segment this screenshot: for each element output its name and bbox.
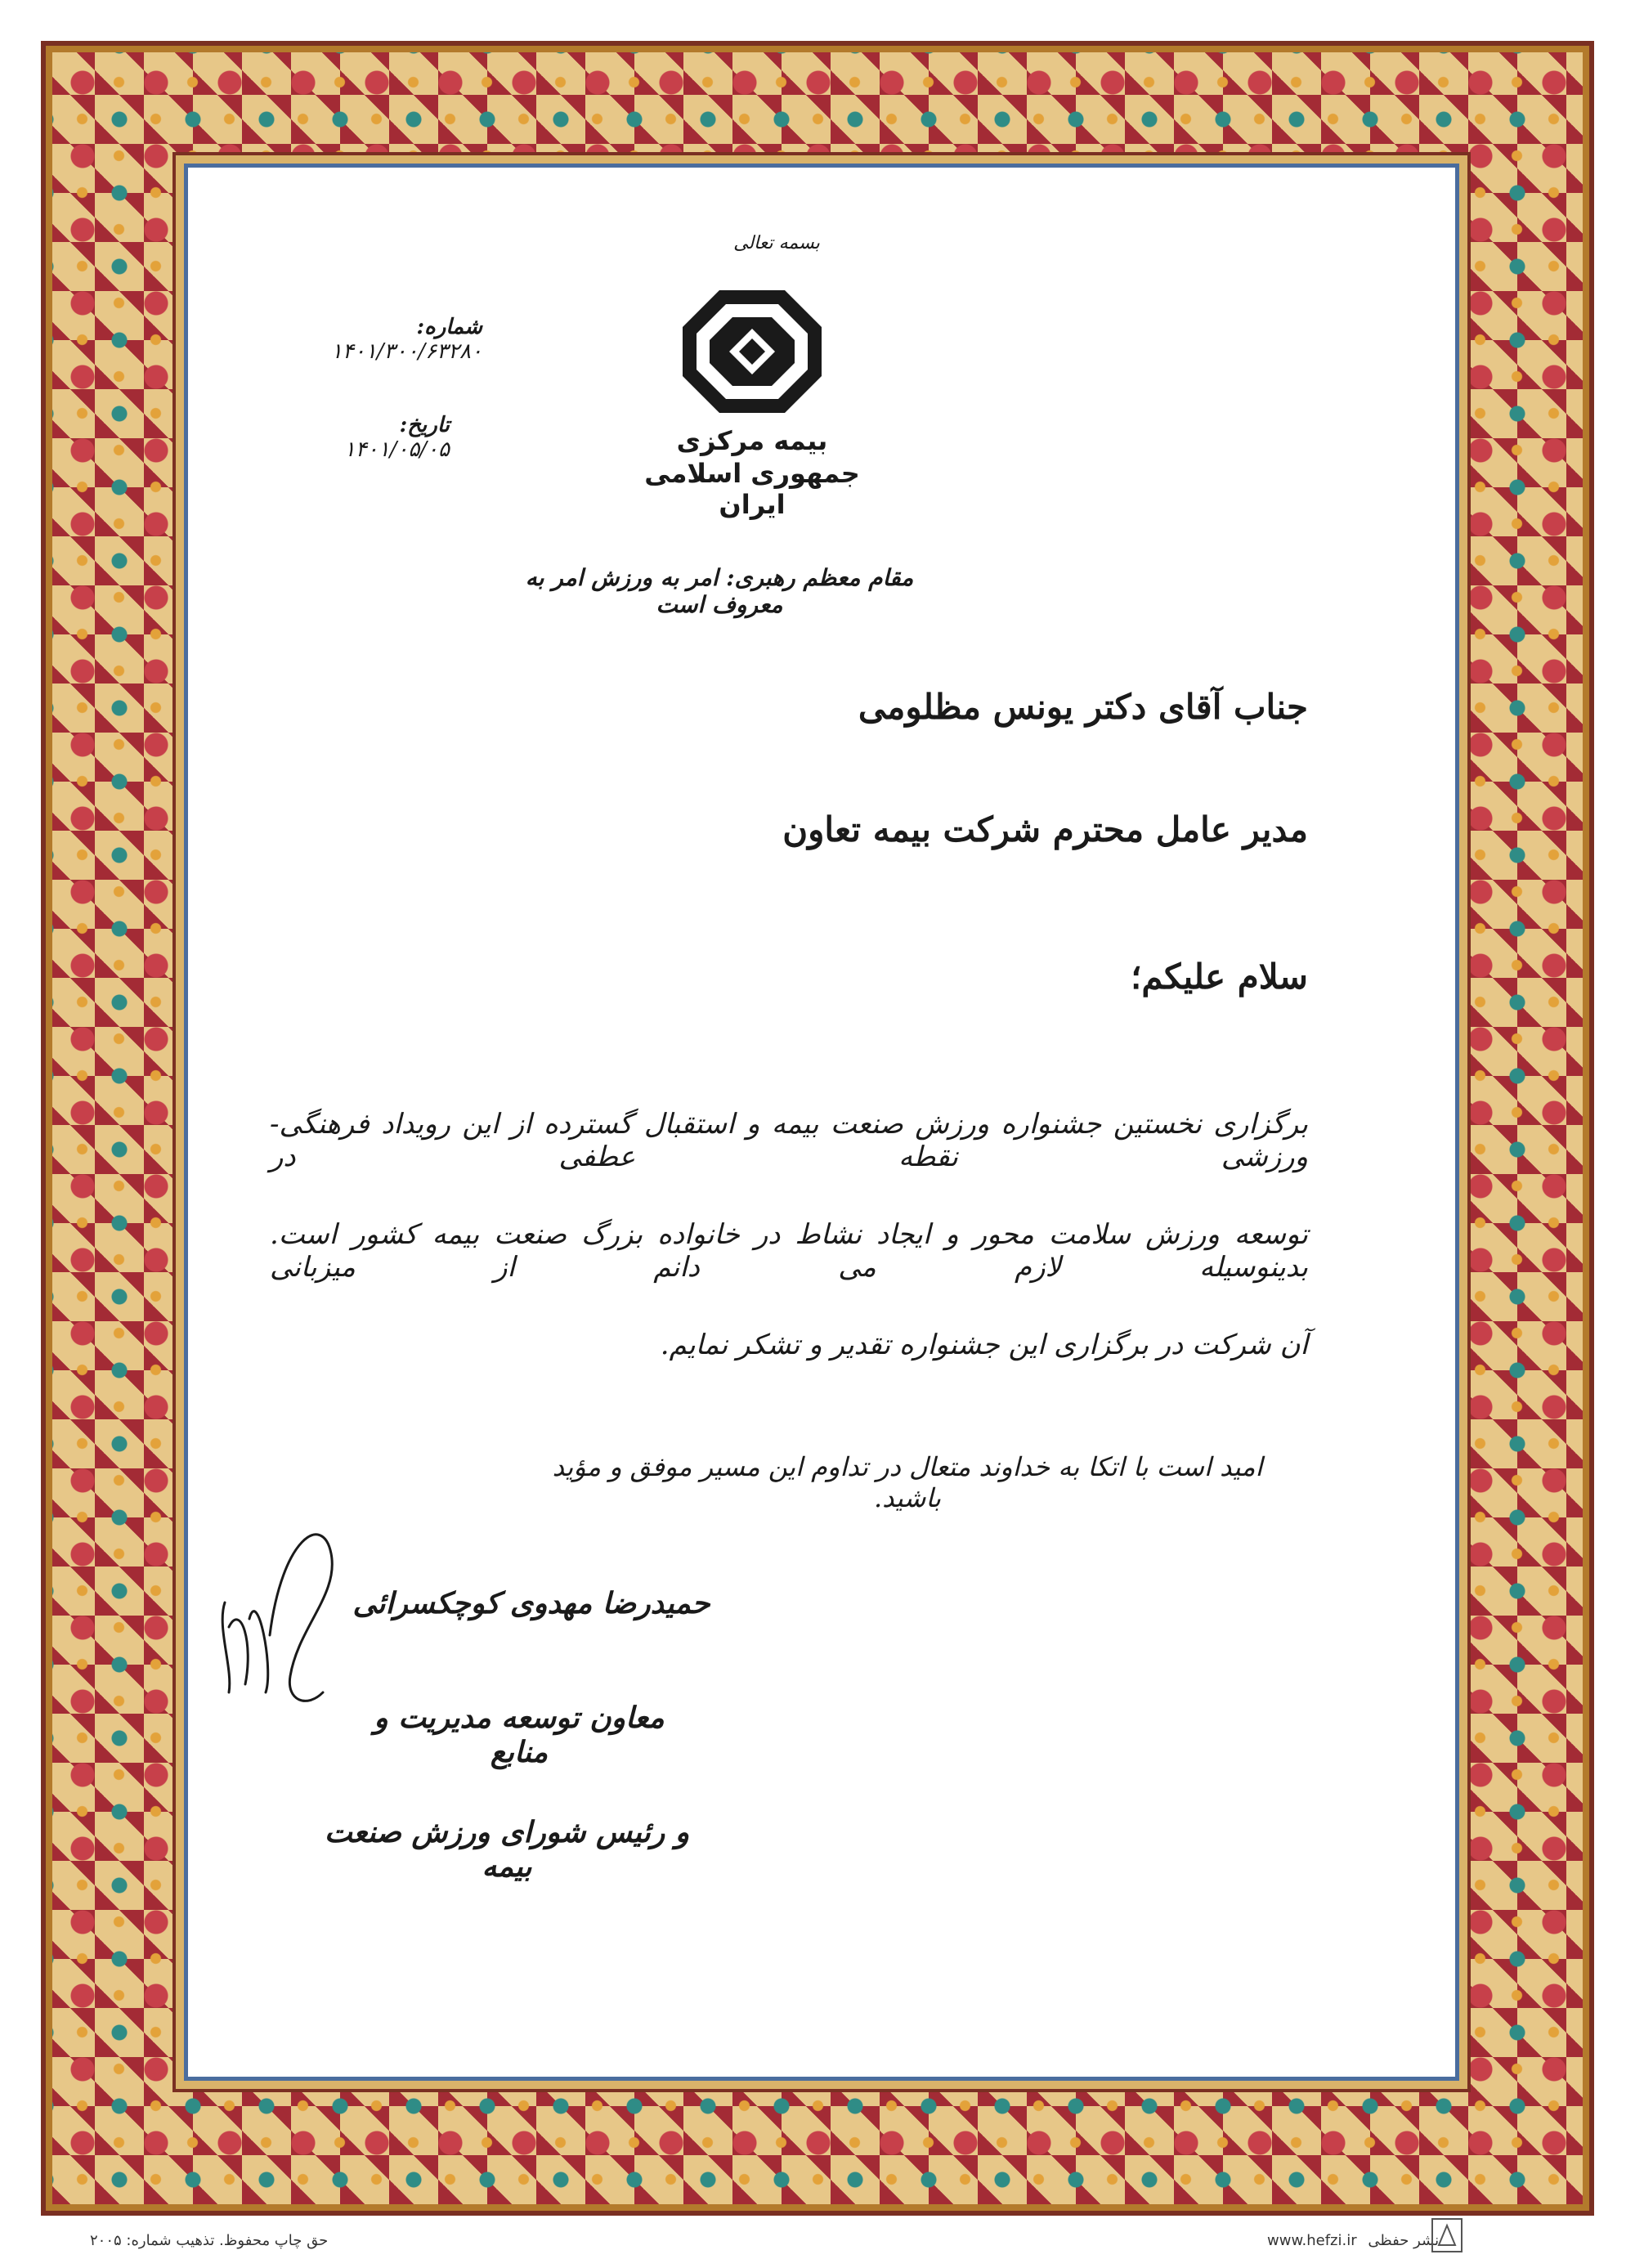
body-line-3: آن شرکت در برگزاری این جشنواره تقدیر و تشکر نمایم. (660, 1329, 1308, 1361)
publisher-name: نشر حفظی (1368, 2232, 1440, 2249)
signatory-title-2: و رئیس شورای ورزش صنعت بیمه (324, 1815, 690, 1884)
body-line-2: توسعه ورزش سلامت محور و ایجاد نشاط در خانواده بزرگ صنعت بیمه کشور است. بدینوسیله لازم می دانم از میزبانی (270, 1218, 1308, 1284)
letter-date (302, 413, 450, 462)
org-name-line2: جمهوری اسلامی ایران (644, 458, 860, 520)
org-name-line1: بیمه مرکزی (676, 425, 828, 456)
number-label: شماره: (416, 315, 482, 339)
recipient-name: جناب آقای دکتر یونس مظلومی (858, 687, 1308, 727)
publisher-website: www.hefzi.ir (1267, 2232, 1357, 2249)
greeting: سلام علیکم؛ (1130, 957, 1308, 997)
publisher-logo-icon (1431, 2217, 1463, 2253)
leader-quote: مقام معظم رهبری: امر به ورزش امر به معروف است (525, 564, 914, 618)
central-insurance-logo (670, 286, 834, 417)
number-value: ۱۴۰۱/۳۰۰/۶۳۲۸۰ (330, 339, 482, 364)
footer-copyright: حق چاپ محفوظ. تذهیب شماره: ۲۰۰۵ (90, 2232, 329, 2249)
letter-number (270, 315, 482, 364)
bismillah: بسمه تعالی (733, 233, 820, 253)
signatory-title-1: معاون توسعه مدیریت و منابع (374, 1701, 665, 1769)
recipient-title: مدیر عامل محترم شرکت بیمه تعاون (782, 809, 1308, 849)
date-value: ۱۴۰۱/۰۵/۰۵ (343, 437, 450, 462)
footer-publisher-info (1267, 2232, 1439, 2249)
signatory-name: حمیدرضا مهدوی کوچکسرائی (352, 1586, 710, 1620)
date-label: تاریخ: (399, 413, 450, 437)
body-line-1: برگزاری نخستین جشنواره ورزش صنعت بیمه و استقبال گسترده از این رویداد فرهنگی- ورزشی نقطه عطفی در (270, 1108, 1308, 1173)
closing-line: امید است با اتکا به خداوند متعال در تداوم این مسیر موفق و مؤید باشید. (552, 1451, 1263, 1513)
